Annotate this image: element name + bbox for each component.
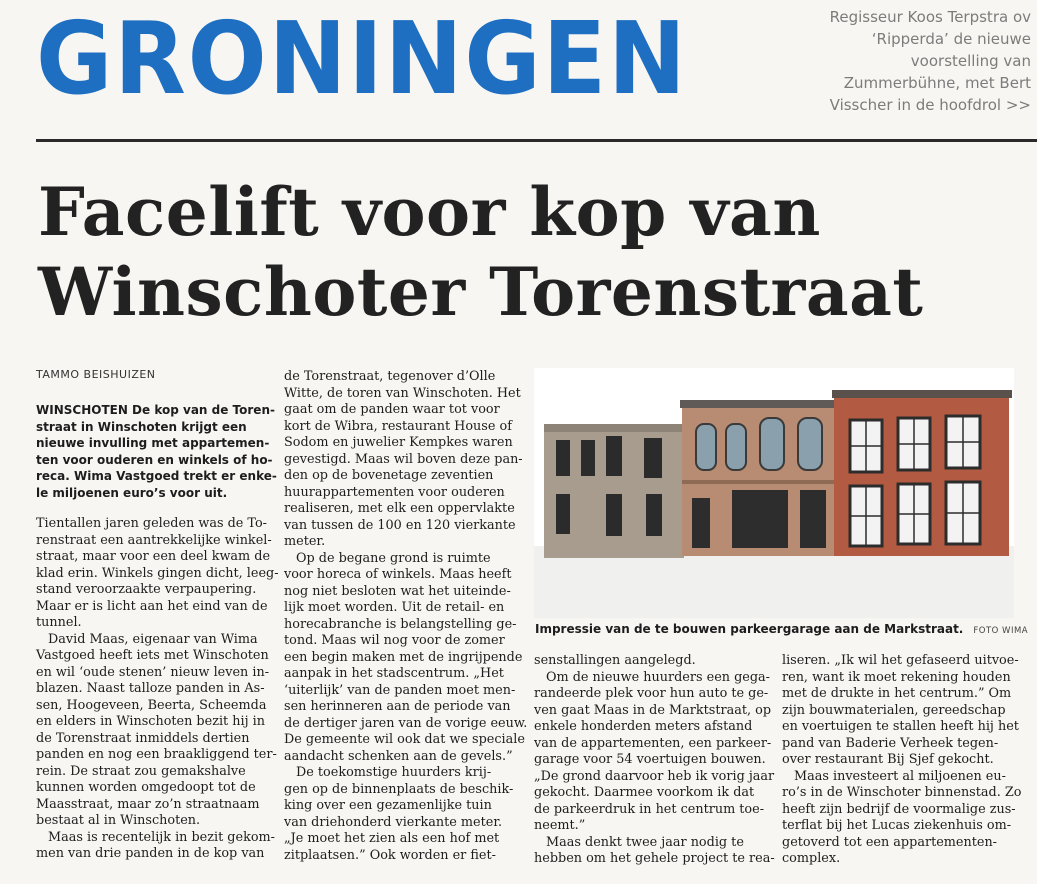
text-line: neemt.” xyxy=(534,818,586,833)
text-line: gekocht. Daarmee voorkom ik dat xyxy=(534,785,755,800)
text-line: David Maas, eigenaar van Wima xyxy=(48,631,258,647)
building-illustration xyxy=(534,368,1014,618)
text-line: den op de bovenetage zeventien xyxy=(284,468,494,483)
lead-line: De kop van de Toren- xyxy=(127,403,275,417)
dateline: WINSCHOTEN xyxy=(36,403,128,417)
text-line: Op de begane grond is ruimte xyxy=(296,550,491,566)
text-line: gevestigd. Maas wil boven deze pan- xyxy=(284,451,523,467)
text-line: complex. xyxy=(782,851,841,866)
text-line: getoverd tot een appartementen- xyxy=(782,834,998,850)
text-line: Om de nieuwe huurders een gega- xyxy=(546,669,770,685)
text-line: tunnel. xyxy=(36,615,82,630)
text-line: Witte, de toren van Winschoten. Het xyxy=(284,385,521,401)
text-line: blazen. Naast talloze panden in As- xyxy=(36,681,265,696)
text-line: Vastgoed heeft iets met Winschoten xyxy=(36,648,269,663)
text-line: tond. Maas wil nog voor de zomer xyxy=(284,633,505,648)
text-line: klad erin. Winkels gingen dicht, leeg- xyxy=(36,565,279,581)
text-line: met de drukte in het centrum.” Om xyxy=(782,686,1012,701)
text-line: van driehonderd vierkante meter. xyxy=(284,814,503,830)
text-line: over restaurant Bij Sjef gekocht. xyxy=(782,752,994,767)
text-line: Sodom en juwelier Kempkes waren xyxy=(284,435,513,450)
teaser-line: Regisseur Koos Terpstra ov xyxy=(829,8,1031,26)
text-line: ro’s in de Winschoter binnenstad. Zo xyxy=(782,785,1022,800)
text-line: lijk moet worden. Uit de retail- en xyxy=(284,600,505,615)
caption-text: Impressie van de te bouwen parkeergarage aan de Markstraat. xyxy=(535,622,964,636)
text-line: senstallingen aangelegd. xyxy=(534,653,696,668)
text-line: garage voor 54 voertuigen bouwen. xyxy=(534,752,766,767)
text-line: ren, want ik moet rekening houden xyxy=(782,669,1011,685)
text-line: horecabranche is belangstelling ge- xyxy=(284,616,517,632)
text-line: stand veroorzaakte verpaupering. xyxy=(36,582,257,597)
text-line: de dertiger jaren van de vorige eeuw. xyxy=(284,715,528,731)
text-line: bestaat al in Winschoten. xyxy=(36,813,201,828)
text-line: van tussen de 100 en 120 vierkante xyxy=(284,517,516,533)
text-line: liseren. „Ik wil het gefaseerd uitvoe- xyxy=(782,653,1019,668)
text-line: realiseren, met elk een oppervlakte xyxy=(284,501,515,516)
text-line: ven gaat Maas in de Marktstraat, op xyxy=(534,702,772,718)
text-line: hebben om het gehele project te rea- xyxy=(534,851,775,866)
text-line: van de appartementen, een parkeer- xyxy=(534,735,772,751)
text-line: king over een gezamenlijke tuin xyxy=(284,798,492,813)
lead-line: ten voor ouderen en winkels of ho- xyxy=(36,452,273,467)
text-line: de Torenstraat, tegenover d’Olle xyxy=(284,369,496,384)
text-line: sen herinneren aan de periode van xyxy=(284,699,511,714)
lead-line: reca. Wima Vastgoed trekt er enke- xyxy=(36,469,277,483)
photo-credit: FOTO WIMA xyxy=(973,626,1029,636)
text-line: De gemeente wil ook dat we speciale xyxy=(284,732,525,747)
lead-paragraph xyxy=(36,402,277,501)
teaser-box[interactable] xyxy=(805,6,1037,116)
text-line: men van drie panden in de kop van xyxy=(36,846,265,861)
text-line: en elders in Winschoten bezit hij in xyxy=(36,714,265,729)
text-line: huurappartementen voor ouderen xyxy=(284,484,505,500)
text-line: gaat om de panden waar tot voor xyxy=(284,402,500,417)
text-line: straat, maar voor een deel kwam de xyxy=(36,549,271,564)
text-line: enkele honderden meters afstand xyxy=(534,719,753,734)
text-line: renstraat een aantrekkelijke winkel- xyxy=(36,532,272,548)
text-line: „De grond daarvoor heb ik vorig jaar xyxy=(534,768,775,784)
teaser-line: Zummerbühne, met Bert xyxy=(843,74,1031,92)
text-line: panden en nog een braakliggend ter- xyxy=(36,747,277,762)
teaser-line: ‘Ripperda’ de nieuwe xyxy=(871,30,1031,48)
text-line: aandacht schenken aan de gevels.” xyxy=(284,748,513,764)
text-line: nog niet besloten wat het uiteinde- xyxy=(284,583,511,599)
text-line: kort de Wibra, restaurant House of xyxy=(284,418,512,434)
text-line: rein. De straat zou gemakshalve xyxy=(36,763,246,779)
text-line: Maar er is licht aan het eind van de xyxy=(36,598,268,614)
article-column-2 xyxy=(284,369,527,864)
headline-line: Winschoter Torenstraat xyxy=(38,253,924,331)
text-line: Maas investeert al miljoenen eu- xyxy=(794,768,1006,784)
text-line: terflat bij het Lucas ziekenhuis om- xyxy=(782,818,1012,833)
text-line: „Je moet het zien als een hof met xyxy=(284,831,500,846)
text-line: Maasstraat, maar zo’n straatnaam xyxy=(36,796,260,812)
photo-caption xyxy=(535,622,1028,636)
section-title: GRONINGEN xyxy=(36,0,688,117)
text-line: de parkeerdruk in het centrum toe- xyxy=(534,801,765,817)
text-line: pand van Baderie Verheek tegen- xyxy=(782,735,999,751)
article-column-4 xyxy=(782,653,1021,868)
text-line: Maas denkt twee jaar nodig te xyxy=(546,834,744,850)
text-line: heeft zijn bedrijf de voormalige zus- xyxy=(782,801,1016,817)
text-line: Maas is recentelijk in bezit gekom- xyxy=(48,829,275,845)
article-column-3 xyxy=(534,653,775,868)
text-line: een begin maken met de ingrijpende xyxy=(284,649,523,665)
headline xyxy=(38,172,1028,332)
text-line: en voertuigen te stallen heeft hij het xyxy=(782,719,1019,734)
text-line: de Torenstraat inmiddels dertien xyxy=(36,730,250,746)
headline-line: Facelift voor kop van xyxy=(38,173,821,251)
text-line: aanpak in het stadscentrum. „Het xyxy=(284,666,504,681)
text-line: zijn bouwmaterialen, gereedschap xyxy=(782,702,1006,718)
text-line: gen op de binnenplaats de beschik- xyxy=(284,781,514,797)
text-line: De toekomstige huurders krij- xyxy=(296,765,492,780)
article-column-1 xyxy=(36,516,279,863)
lead-line: nieuwe invulling met appartemen- xyxy=(36,436,270,450)
text-line: meter. xyxy=(284,534,326,549)
header-rule xyxy=(36,139,1037,142)
text-line: en wil ‘oude stenen’ nieuw leven in- xyxy=(36,664,270,680)
text-line: sen, Hoogeveen, Beerta, Scheemda xyxy=(36,697,267,713)
text-line: zitplaatsen.” Ook worden er fiet- xyxy=(284,847,496,863)
byline: TAMMO BEISHUIZEN xyxy=(36,368,156,381)
lead-line: straat in Winschoten krijgt een xyxy=(36,419,247,434)
lead-line: le miljoenen euro’s voor uit. xyxy=(36,485,228,500)
text-line: ‘uiterlijk’ van de panden moet men- xyxy=(284,682,516,698)
text-line: randeerde plek voor hun auto te ge- xyxy=(534,686,769,701)
text-line: voor horeca of winkels. Maas heeft xyxy=(284,567,512,582)
teaser-line: voorstelling van xyxy=(910,52,1031,70)
text-line: kunnen worden omgedoopt tot de xyxy=(36,780,256,795)
building-impression-photo xyxy=(534,368,1014,618)
text-line: Tientallen jaren geleden was de To- xyxy=(36,516,268,531)
teaser-line: Visscher in de hoofdrol >> xyxy=(829,96,1031,114)
